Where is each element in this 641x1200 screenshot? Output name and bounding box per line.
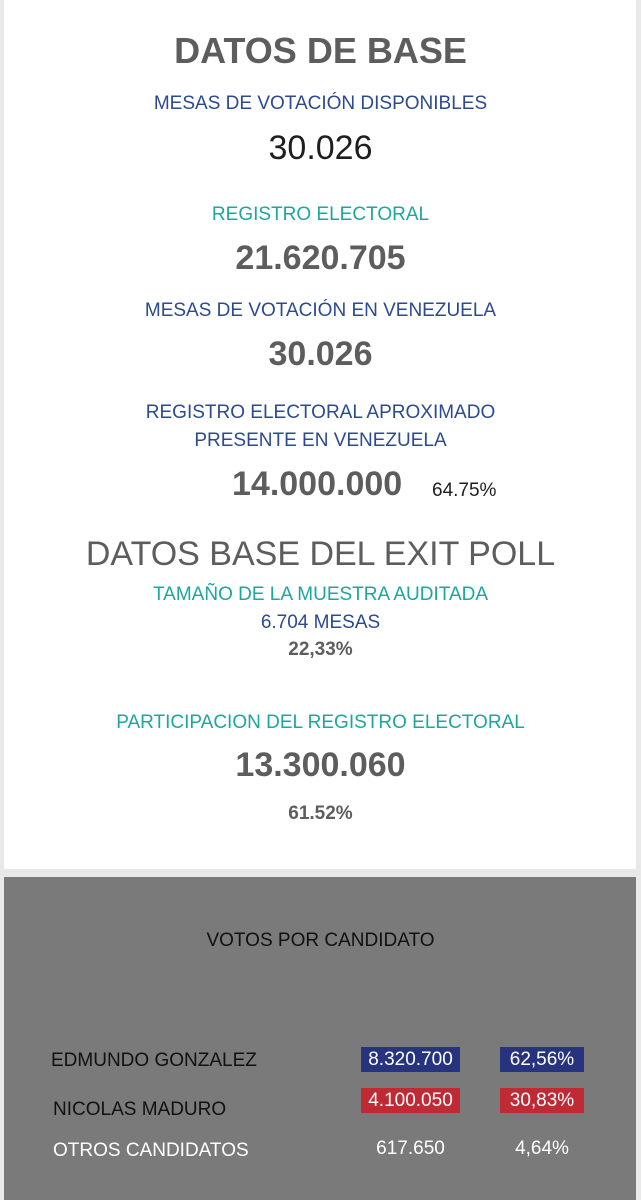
- candidate-pct: 30,83%: [500, 1088, 584, 1113]
- mesas-disponibles-value: 30.026: [268, 129, 373, 167]
- candidate-name: EDMUNDO GONZALEZ: [51, 1050, 257, 1071]
- mesas-disponibles-label: MESAS DE VOTACIÓN DISPONIBLES: [153, 93, 488, 114]
- muestra-label: TAMAÑO DE LA MUESTRA AUDITADA: [152, 584, 489, 605]
- candidate-votes: 8.320.700: [361, 1047, 460, 1072]
- candidate-pct: 62,56%: [500, 1047, 584, 1072]
- participacion-pct: 61.52%: [288, 803, 353, 824]
- muestra-mesas: 6.704 MESAS: [260, 612, 381, 633]
- registro-electoral-label: REGISTRO ELECTORAL: [211, 204, 430, 225]
- candidate-votes: 4.100.050: [361, 1088, 460, 1113]
- exit-poll-title: DATOS BASE DEL EXIT POLL: [85, 535, 556, 573]
- candidate-pct: 4,64%: [515, 1138, 569, 1159]
- candidate-votes: 617.650: [376, 1138, 445, 1159]
- registro-aproximado-value: 14.000.000: [232, 465, 403, 503]
- candidate-name: NICOLAS MADURO: [53, 1099, 227, 1120]
- mesas-venezuela-value: 30.026: [268, 335, 373, 373]
- mesas-venezuela-label: MESAS DE VOTACIÓN EN VENEZUELA: [144, 300, 497, 321]
- participacion-value: 13.300.060: [235, 746, 406, 784]
- votos-title: VOTOS POR CANDIDATO: [206, 930, 435, 951]
- participacion-label: PARTICIPACION DEL REGISTRO ELECTORAL: [116, 712, 525, 733]
- candidate-name: OTROS CANDIDATOS: [53, 1140, 249, 1161]
- registro-aproximado-pct: 64.75%: [432, 480, 497, 501]
- registro-aproximado-label-line2: PRESENTE EN VENEZUELA: [194, 430, 447, 451]
- datos-base-title: DATOS DE BASE: [174, 30, 467, 71]
- registro-electoral-value: 21.620.705: [235, 239, 406, 277]
- muestra-pct: 22,33%: [288, 639, 353, 660]
- registro-aproximado-label-line1: REGISTRO ELECTORAL APROXIMADO: [145, 402, 496, 423]
